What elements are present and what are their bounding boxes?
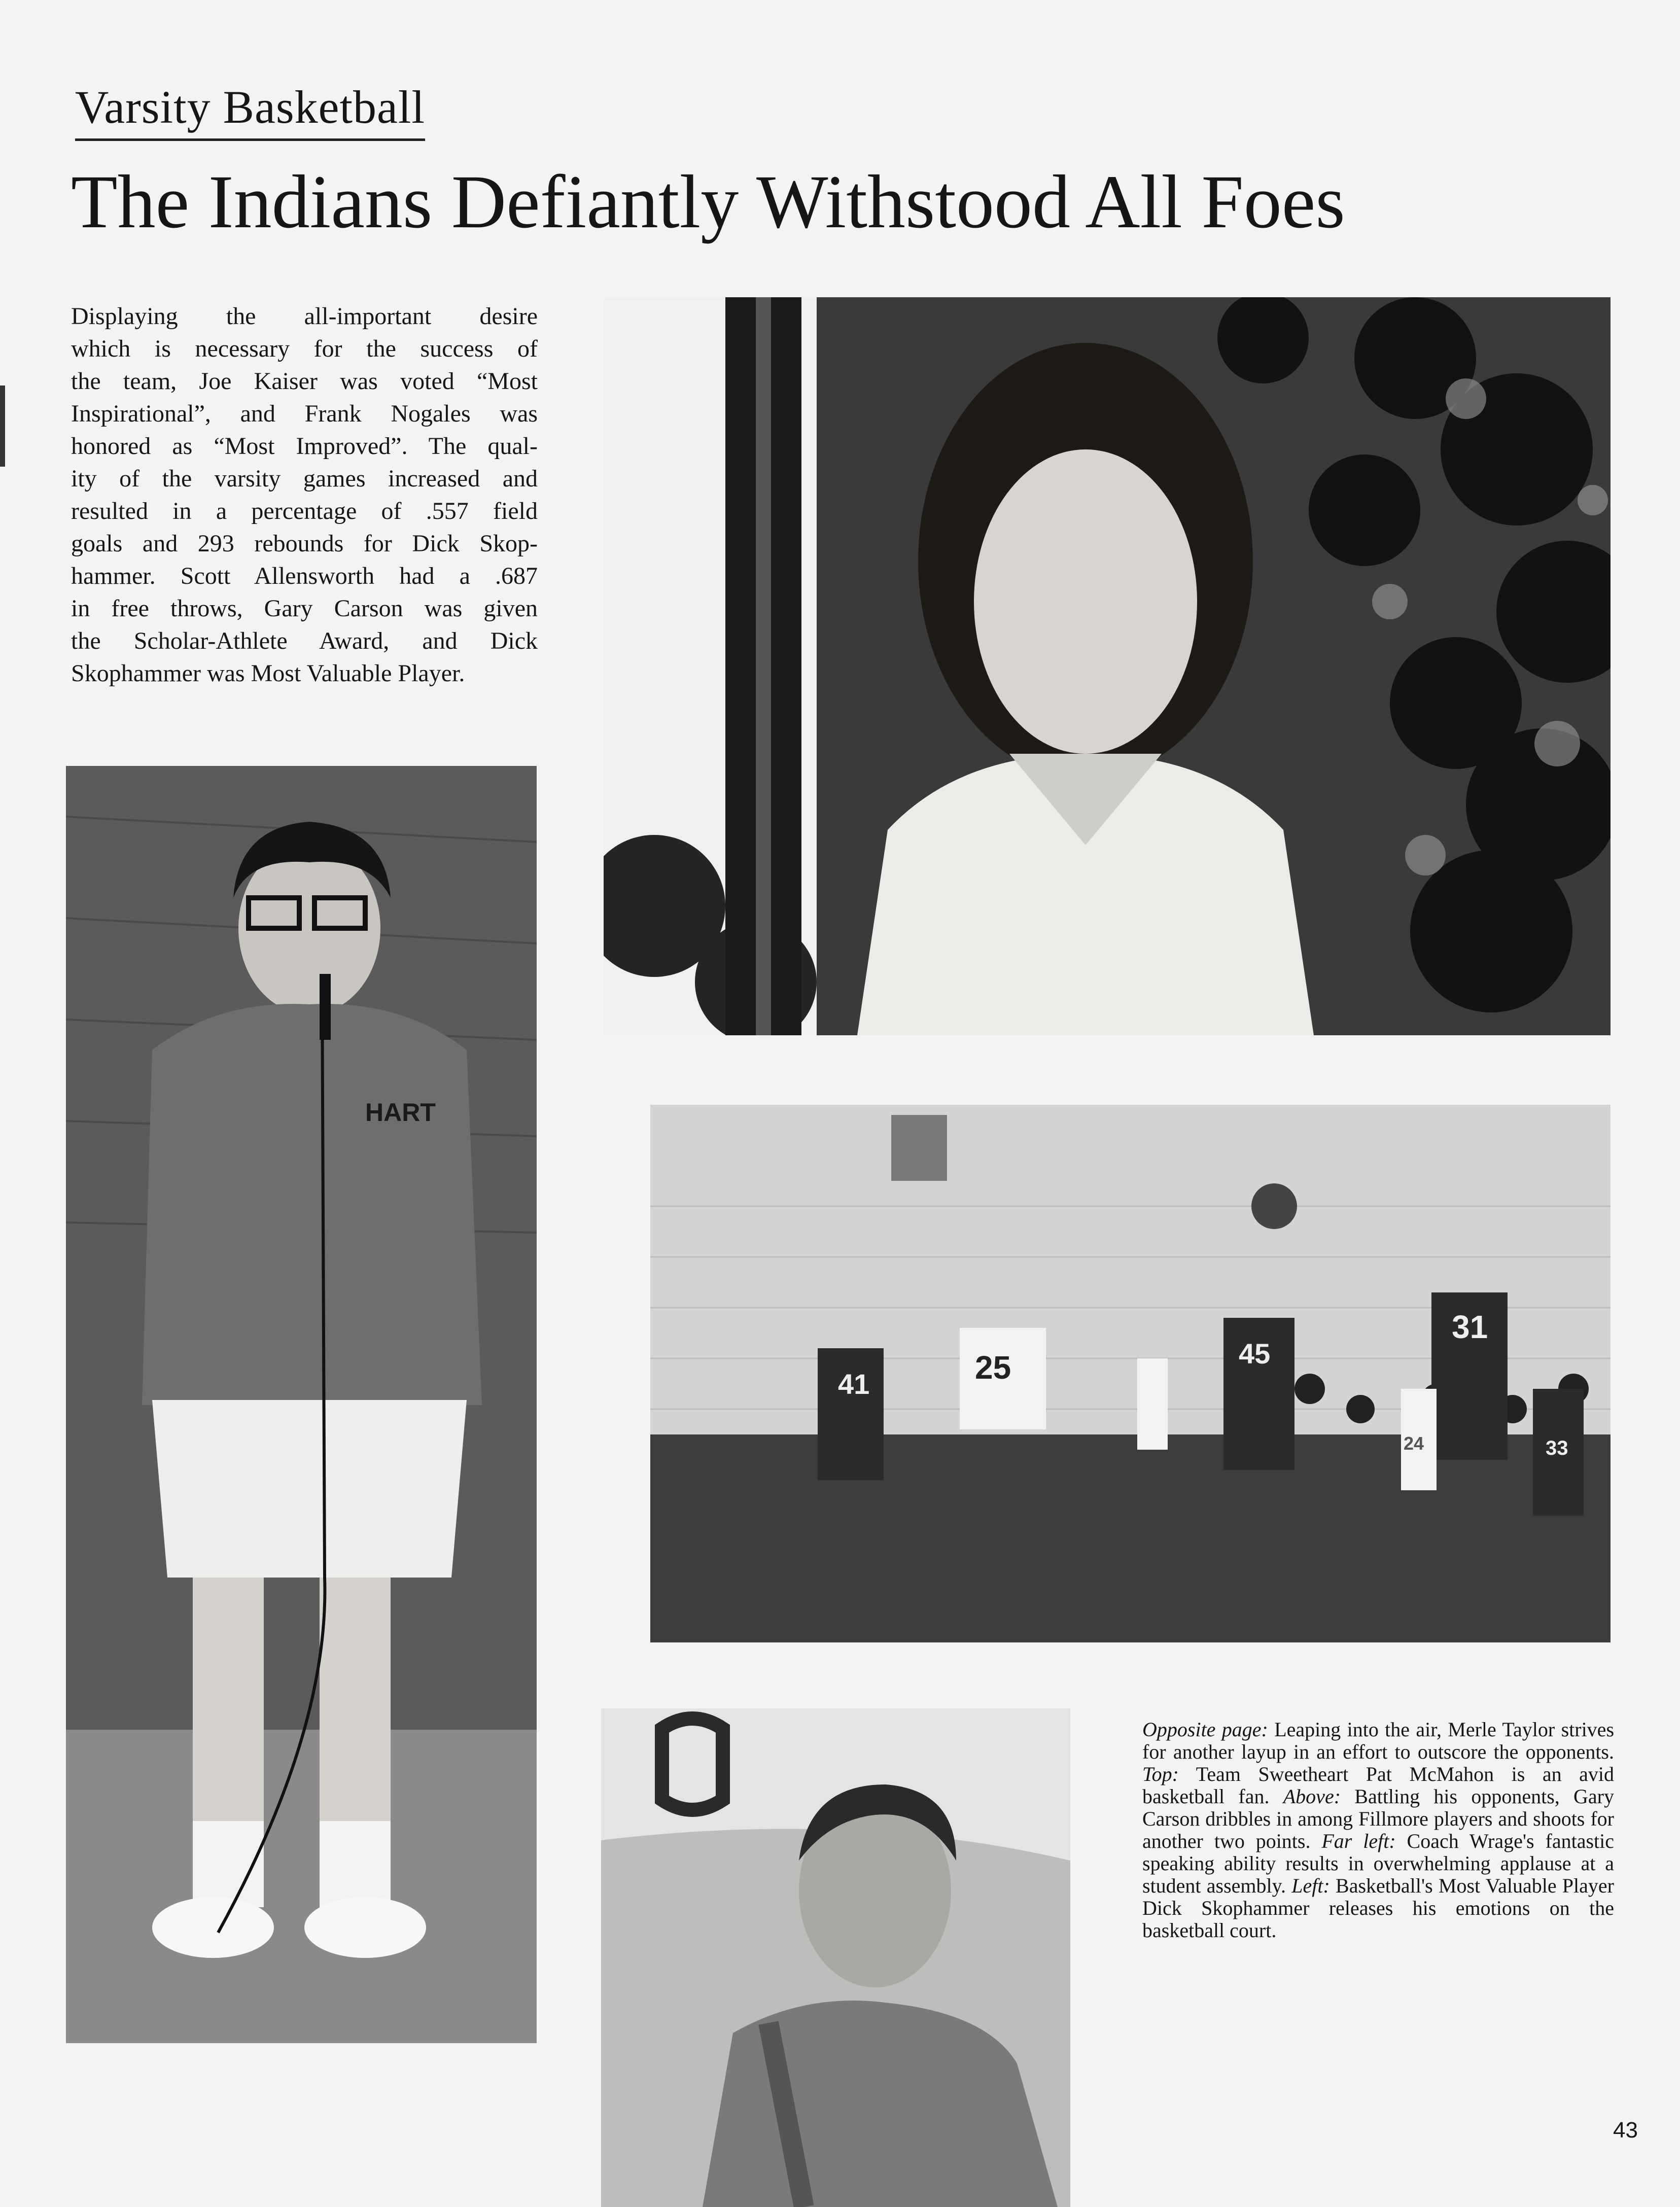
page-headline: The Indians Defiantly Withstood All Foes (71, 160, 1345, 244)
coach-photo (66, 766, 537, 2043)
caption-label: Left: (1291, 1874, 1330, 1897)
section-label: Varsity Basketball (75, 84, 425, 141)
jacket-lettering: HART (365, 1098, 436, 1127)
caption-label: Top: (1142, 1763, 1179, 1785)
caption-text: Team Sweetheart Pat McMahon is an avid basketball fan. (1142, 1763, 1614, 1808)
intro-line: the team, Joe Kaiser was voted “Most (71, 368, 538, 395)
caption-text: Battling his opponents, Gary Carson dribbles in among Fillmore players and shoots for another two points. (1142, 1785, 1614, 1852)
intro-paragraph (71, 300, 538, 690)
jersey-number: 24 (1404, 1433, 1424, 1454)
player-photo (601, 1708, 1070, 2207)
jersey-number: 45 (1239, 1338, 1271, 1370)
caption-text: Leaping into the air, Merle Taylor strives for another layup in an effort to outscore the opponents. (1142, 1718, 1615, 1763)
caption-label: Far left: (1321, 1830, 1396, 1852)
binding-edge-mark (0, 386, 5, 467)
page-number: 43 (1613, 2118, 1638, 2143)
intro-line: Displaying the all-important desire (71, 303, 538, 330)
jersey-number: 33 (1546, 1437, 1568, 1459)
intro-line: the Scholar-Athlete Award, and Dick (71, 627, 538, 654)
intro-line: Skophammer was Most Valuable Player. (71, 660, 465, 687)
intro-line: in free throws, Gary Carson was given (71, 595, 538, 622)
caption-label: Above: (1283, 1785, 1341, 1808)
caption-label: Opposite page: (1142, 1718, 1268, 1741)
intro-line: goals and 293 rebounds for Dick Skop- (71, 530, 538, 557)
intro-line: hammer. Scott Allensworth had a .687 (71, 563, 538, 589)
intro-line: Inspirational”, and Frank Nogales was (71, 400, 538, 427)
photo-caption (1142, 1719, 1614, 1942)
caption-text: Basketball's Most Valuable Player Dick Skophammer releases his emotions on the basketball court. (1142, 1874, 1614, 1942)
intro-line: which is necessary for the success of (71, 335, 538, 362)
jersey-number: 41 (838, 1368, 870, 1400)
caption-text: Coach Wrage's fantastic speaking ability results in overwhelming applause at a student assembly. (1142, 1830, 1614, 1897)
intro-line: resulted in a percentage of .557 field (71, 498, 538, 524)
jersey-number: 31 (1452, 1309, 1488, 1345)
game-action-photo (650, 1105, 1611, 1642)
jersey-number: 25 (975, 1349, 1011, 1386)
sweetheart-photo (604, 297, 1611, 1035)
intro-line: ity of the varsity games increased and (71, 465, 538, 492)
intro-line: honored as “Most Improved”. The qual- (71, 433, 538, 460)
